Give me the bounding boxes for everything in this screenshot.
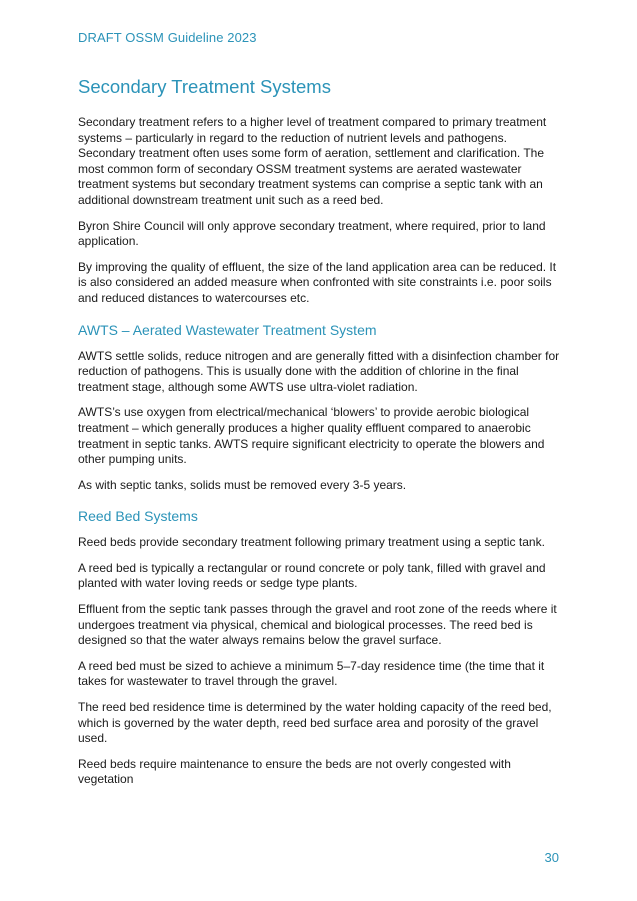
paragraph: Effluent from the septic tank passes through the gravel and root zone of the reeds where it undergoes treatment via physical, chemical and biological processes. The reed bed is designed so that the water always remains below the gravel surface. (78, 602, 557, 648)
paragraph: The reed bed residence time is determined by the water holding capacity of the reed bed, which is governed by the water depth, reed bed surface area and porosity of the gravel used. (78, 700, 552, 746)
paragraph: Secondary treatment refers to a higher level of treatment compared to primary treatment systems – particularly in regard to the reduction of nutrient levels and pathogens. Secondary treatment often uses some form of aeration, settlement and clarification. The most common form of secondary OSSM treatment systems are aerated wastewater treatment systems but secondary treatment systems can comprise a septic tank with an additional downstream treatment unit such as a reed bed. (78, 115, 547, 207)
paragraph: A reed bed is typically a rectangular or round concrete or poly tank, filled with gravel and planted with water loving reeds or sedge type plants. (78, 560, 546, 591)
paragraph: As with septic tanks, solids must be removed every 3-5 years. (78, 477, 407, 492)
subsection-title-reed-beds: Reed Bed Systems (78, 508, 198, 525)
paragraph: A reed bed must be sized to achieve a minimum 5–7-day residence time (the time that it takes for wastewater to travel through the gravel. (78, 658, 545, 689)
page-number: 30 (544, 850, 559, 865)
page-content (78, 75, 563, 798)
paragraph: Reed beds require maintenance to ensure the beds are not overly congested with vegetation (78, 756, 511, 787)
subsection-title-awts: AWTS – Aerated Wastewater Treatment System (78, 321, 377, 338)
paragraph: AWTS’s use oxygen from electrical/mechanical ‘blowers’ to provide aerobic biological treatment – which generally produces a higher quality effluent compared to anaerobic treatment in septic tanks. AWTS require significant electricity to operate the blowers and other pumping units. (78, 405, 545, 467)
paragraph: Reed beds provide secondary treatment following primary treatment using a septic tank. (78, 535, 545, 550)
section-title: Secondary Treatment Systems (78, 76, 331, 97)
running-header: DRAFT OSSM Guideline 2023 (78, 30, 257, 45)
paragraph: AWTS settle solids, reduce nitrogen and are generally fitted with a disinfection chamber for reduction of pathogens. This is usually done with the addition of chlorine in the final treatment stage, although some AWTS use ultra-violet radiation. (78, 348, 560, 394)
paragraph: Byron Shire Council will only approve secondary treatment, where required, prior to land application. (78, 218, 546, 249)
paragraph: By improving the quality of effluent, the size of the land application area can be reduced. It is also considered an added measure when confronted with site constraints i.e. poor soils and reduced distances to watercourses etc. (78, 259, 557, 305)
